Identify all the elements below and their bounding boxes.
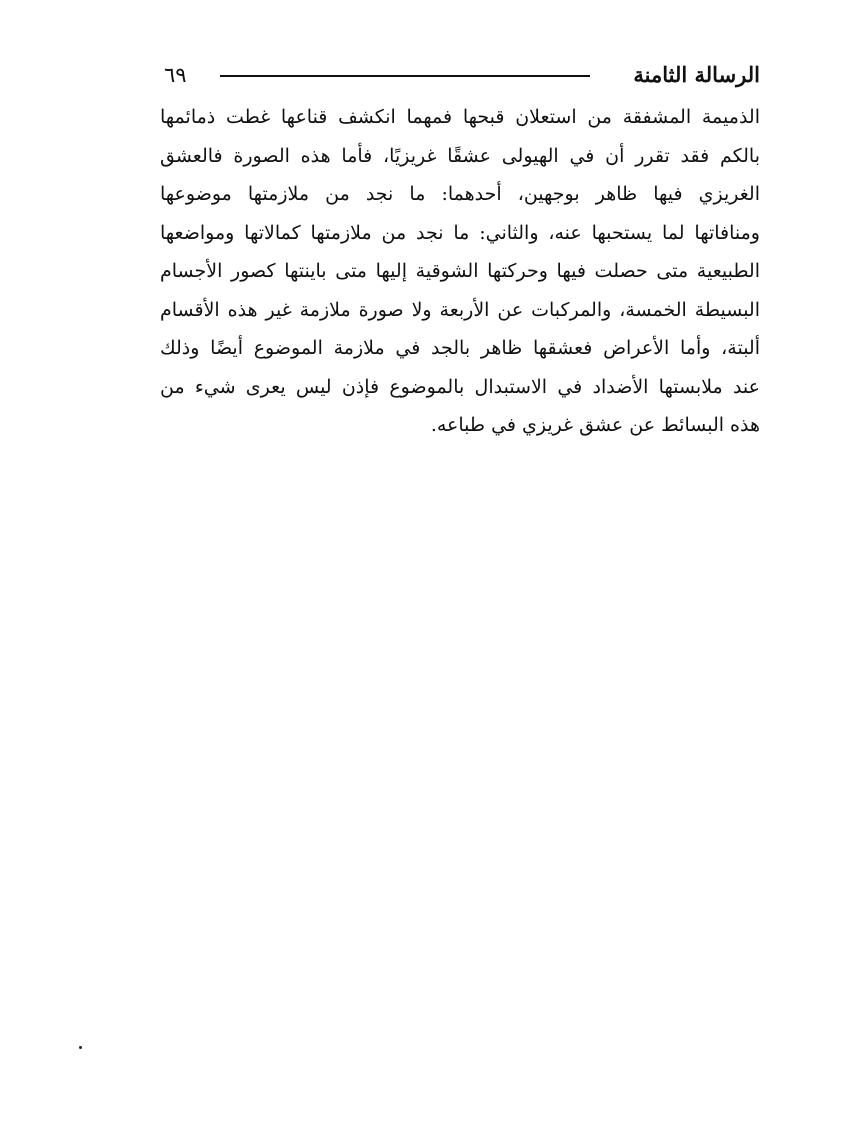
body-text: [160, 98, 760, 445]
text-line: البسيطة الخمسة، والمركبات عن الأربعة ولا صورة ملازمة غير هذه الأقسام: [160, 298, 760, 321]
text-line: الغريزي فيها ظاهر بوجهين، أحدهما: ما نجد من ملازمتها موضوعها: [160, 183, 760, 205]
text-line: بالكم فقد تقرر أن في الهيولى عشقًا غريزيًا، فأما هذه الصورة فالعشق: [160, 144, 760, 167]
text-line: ومنافاتها لما يستحبها عنه، والثاني: ما نجد من ملازمتها كمالاتها ومواضعها: [160, 221, 760, 244]
running-title: الرسالة الثامنة: [633, 62, 760, 87]
text-line: عند ملابستها الأضداد في الاستبدال بالموضوع فإذن ليس يعرى شيء من: [160, 375, 760, 398]
header-rule: [220, 75, 590, 77]
text-line: ألبتة، وأما الأعراض فعشقها ظاهر بالجد في ملازمة الموضوع أيضًا وذلك: [160, 337, 760, 359]
text-line: هذه البسائط عن عشق غريزي في طباعه.: [430, 414, 760, 436]
text-line: الطبيعية متى حصلت فيها وحركتها الشوقية إليها متى باينتها كصور الأجسام: [160, 260, 760, 282]
stray-ink-mark: [79, 1046, 82, 1049]
text-line: الذميمة المشفقة من استعلان قبحها فمهما انكشف قناعها غطت ذمائمها: [160, 106, 760, 128]
page-number: ٦٩: [164, 63, 187, 87]
page-header: [160, 60, 760, 94]
